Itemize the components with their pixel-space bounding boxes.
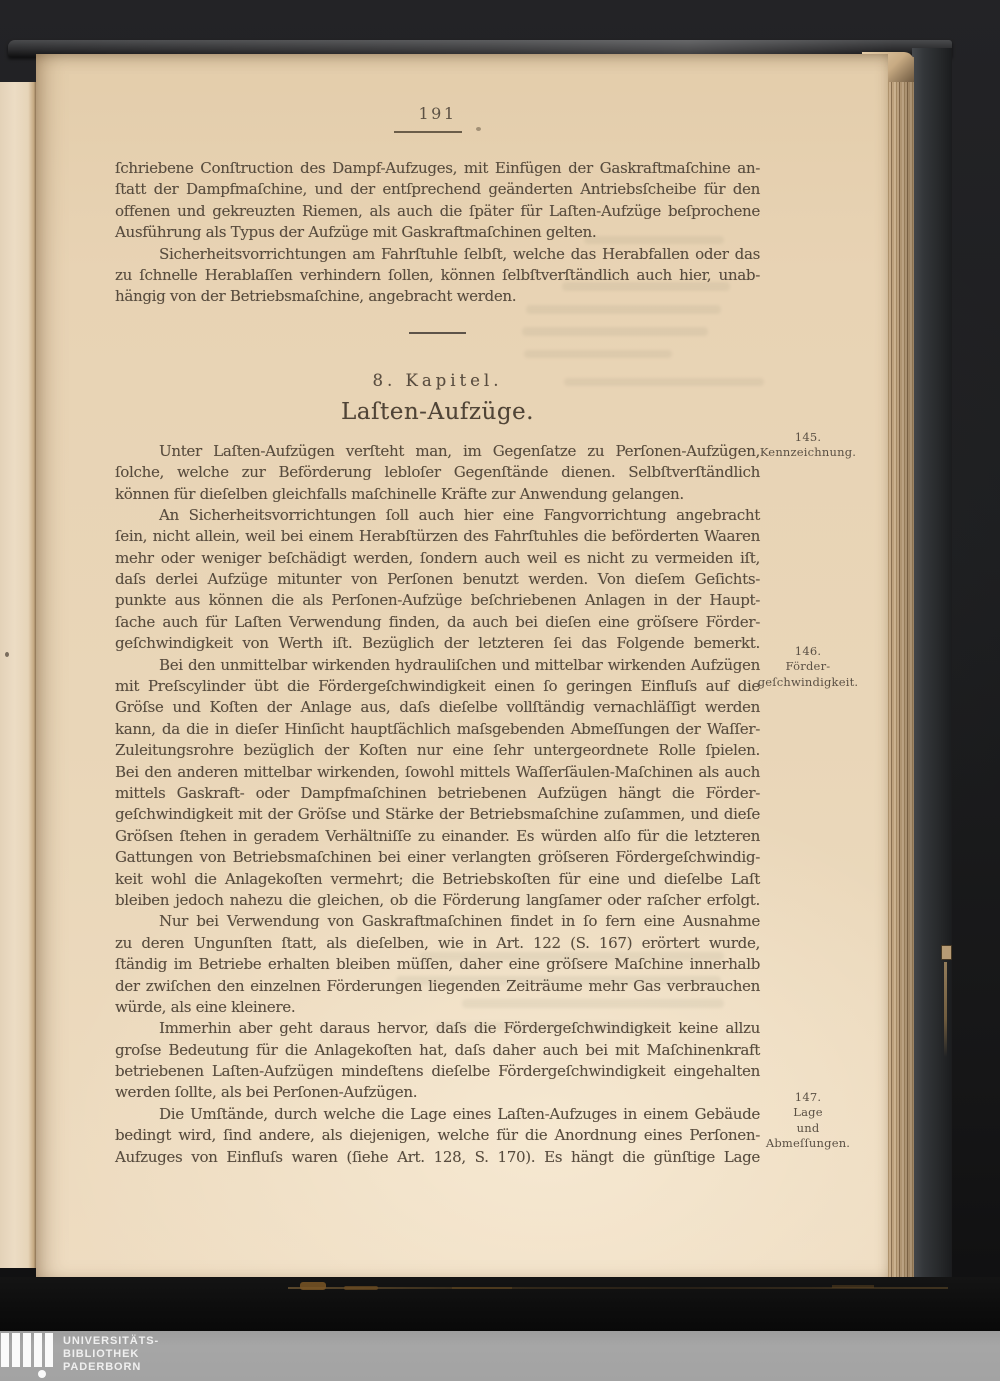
text-line: ſache auch für Laſten Verwendung finden, da auch bei dieſen eine gröſsere Förder- (115, 612, 760, 631)
paper-tear-streak (944, 962, 947, 1057)
text-line: Aufzuges von Einfluſs waren (ſiehe Art. 128, S. 170). Es hängt die günſtige Lage (115, 1147, 760, 1166)
text-block (115, 158, 760, 1168)
facing-page-sliver (0, 82, 36, 1268)
margin-note-label: Abmeſſungen. (765, 1136, 851, 1151)
text-line: Bei den anderen mittelbar wirkenden, ſowohl mittels Waſſerſäulen-Maſchinen als auch (115, 762, 760, 781)
margin-note-146 (748, 644, 868, 690)
logo-bar (23, 1333, 31, 1367)
text-line: bedingt wird, ſind andere, als diejenigen, welche für die Anordnung eines Perſonen- (115, 1126, 760, 1145)
text-line: Ausführung als Typus der Aufzüge mit Gaskraftmaſchinen gelten. (115, 223, 597, 242)
margin-note-label: und (796, 1120, 820, 1135)
damage-speck (452, 1287, 512, 1289)
library-logo-icon (0, 1333, 60, 1379)
logo-bar (34, 1333, 42, 1367)
paragraph (115, 158, 760, 244)
text-line: daſs derlei Aufzüge mitunter von Perſonen benutzt werden. Von dieſem Geſichts- (115, 570, 760, 589)
text-line: keit wohl die Anlagekoſten vermehrt; die Betriebskoſten für eine und dieſelbe Laſt (115, 869, 760, 888)
text-line: zu ſchnelle Herablaſſen verhindern ſollen, können ſelbſtverſtändlich auch hier, unab- (115, 265, 760, 284)
text-line: werden ſollte, als bei Perſonen-Aufzügen. (115, 1083, 418, 1102)
margin-note-number: 147. (794, 1090, 822, 1104)
text-line: Bei den unmittelbar wirkenden hydrauliſchen und mittelbar wirkenden Aufzügen (159, 655, 760, 674)
text-line: offenen und gekreuzten Riemen, als auch die ſpäter für Laſten-Aufzüge beſprochene (115, 201, 760, 220)
text-line: betriebenen Laſten-Aufzügen mindeſtens dieſelbe Fördergeſchwindigkeit eingehalten (115, 1062, 760, 1081)
damage-speck (832, 1285, 874, 1288)
text-line: ſtatt der Dampfmaſchine, und der entſprechend geänderten Antriebsſcheibe für den (115, 180, 760, 199)
book-cover-right-edge (912, 48, 952, 1306)
text-line: kann, da die in dieſer Hinſicht hauptſächlich maſsgebenden Abmeſſungen der Waſſer- (115, 719, 760, 738)
margin-note-145 (748, 430, 868, 461)
text-line: mehr oder weniger beſchädigt werden, ſondern auch weil es nicht zu vermeiden iſt, (115, 548, 760, 567)
margin-note-147 (748, 1090, 868, 1152)
logo-bar (45, 1333, 53, 1367)
book-page (36, 54, 888, 1277)
paragraph (115, 505, 760, 655)
margin-note-label: geſchwindigkeit. (757, 674, 859, 689)
text-line: Zuleitungsrohre bezüglich der Koſten nur eine ſehr untergeordnete Rolle ſpielen. (115, 741, 760, 760)
damage-speck (344, 1286, 378, 1290)
paper-spot (5, 652, 9, 657)
library-name-line: UNIVERSITÄTS- (63, 1335, 160, 1347)
paragraph (115, 1018, 760, 1104)
text-line: mit Preſscylinder übt die Fördergeſchwindigkeit einen ſo geringen Einfluſs auf die (115, 677, 760, 696)
text-line: Unter Laſten-Aufzügen verſteht man, im Gegenſatze zu Perſonen-Aufzügen, (159, 441, 760, 460)
logo-dot (38, 1370, 46, 1378)
logo-bar (1, 1333, 9, 1367)
text-line: ſolche, welche zur Beförderung lebloſer Gegenſtände dienen. Selbſtverſtändlich (115, 463, 760, 482)
text-line: Gattungen von Betriebsmaſchinen bei einer verlangten gröſseren Fördergeſchwindig- (115, 848, 760, 867)
text-line: hängig von der Betriebsmaſchine, angebracht werden. (115, 287, 517, 306)
margin-note-number: 146. (794, 644, 822, 658)
text-line: Die Umſtände, durch welche die Lage eines Laſten-Aufzuges in einem Gebäude (159, 1104, 760, 1123)
text-line: ſtändig im Betriebe erhalten bleiben müſſen, daher eine gröſsere Maſchine innerhalb (115, 955, 760, 974)
logo-bar (12, 1333, 20, 1367)
page-stack-fore-edge (886, 57, 914, 1278)
text-line: können für dieſelben gleichfalls maſchinelle Kräfte zur Anwendung gelangen. (115, 484, 684, 503)
library-name-line: PADERBORN (63, 1360, 142, 1373)
margin-note-label: Förder- (785, 659, 831, 674)
paragraph (115, 655, 760, 912)
chapter-label: 8. Kapitel. (372, 370, 503, 390)
paragraph (115, 1104, 760, 1168)
damage-speck (300, 1282, 326, 1290)
text-line: bleiben jedoch nahezu die gleichen, ob die Förderung langſamer oder raſcher erfolgt. (115, 890, 760, 909)
text-line: geſchwindigkeit mit der Gröſse und Stärke der Betriebsmaſchine zuſammen, und dieſe (115, 805, 760, 824)
text-line: der zwiſchen den einzelnen Förderungen liegenden Zeiträume mehr Gas verbrauchen (115, 976, 760, 995)
text-line: ſchriebene Conſtruction des Dampf-Aufzuges, mit Einfügen der Gaskraftmaſchine an- (115, 159, 760, 177)
text-line: Nur bei Verwendung von Gaskraftmaſchinen findet in ſo fern eine Ausnahme (159, 912, 760, 931)
section-divider (409, 332, 466, 334)
text-line: ſein, nicht allein, weil bei einem Herabſtürzen des Fahrſtuhles die beförderten Waaren (115, 527, 760, 546)
paper-tear-mark (941, 945, 952, 960)
margin-note-label: Kennzeichnung. (759, 445, 857, 460)
margin-note-number: 145. (794, 430, 822, 444)
text-line: groſse Bedeutung für die Anlagekoſten hat, daſs daher auch bei mit Maſchinenkraft (115, 1040, 760, 1059)
page-number: 191 (418, 104, 457, 123)
text-line: Gröſsen ſtehen in geradem Verhältniſſe zu einander. Es würden alſo für die letzteren (115, 826, 760, 845)
paragraph (115, 441, 760, 505)
margin-note-label: Lage (793, 1105, 823, 1120)
text-line: mittels Gaskraft- oder Dampfmaſchinen betriebenen Aufzügen hängt die Förder- (115, 783, 760, 802)
library-footer-bar (0, 1331, 1000, 1381)
paragraph (115, 244, 760, 308)
text-line: An Sicherheitsvorrichtungen ſoll auch hier eine Fangvorrichtung angebracht (159, 505, 760, 524)
text-line: zu deren Ungunſten ſtatt, als dieſelben, wie in Art. 122 (S. 167) erörtert wurde, (115, 933, 760, 952)
page-number-rule (394, 131, 462, 133)
text-line: Immerhin aber geht daraus hervor, daſs die Fördergeſchwindigkeit keine allzu (159, 1019, 760, 1038)
paragraph (115, 911, 760, 1018)
chapter-title: Laſten-Aufzüge. (341, 398, 534, 425)
text-line: Gröſse und Koſten der Anlage aus, daſs dieſelbe vollſtändig vernachläſſigt werden (115, 698, 760, 717)
text-line: geſchwindigkeit von Werth iſt. Bezüglich der letzteren ſei das Folgende bemerkt. (115, 634, 760, 653)
text-line: würde, als eine kleinere. (115, 997, 296, 1016)
text-line: punkte aus können die als Perſonen-Aufzüge beſchriebenen Anlagen in der Haupt- (115, 591, 760, 610)
book-cover-bottom-edge (0, 1277, 1000, 1331)
library-name (63, 1335, 159, 1373)
ink-speck (476, 127, 481, 131)
library-name-line: BIBLIOTHEK (63, 1347, 140, 1360)
text-line: Sicherheitsvorrichtungen am Fahrſtuhle ſelbſt, welche das Herabfallen oder das (159, 244, 760, 263)
